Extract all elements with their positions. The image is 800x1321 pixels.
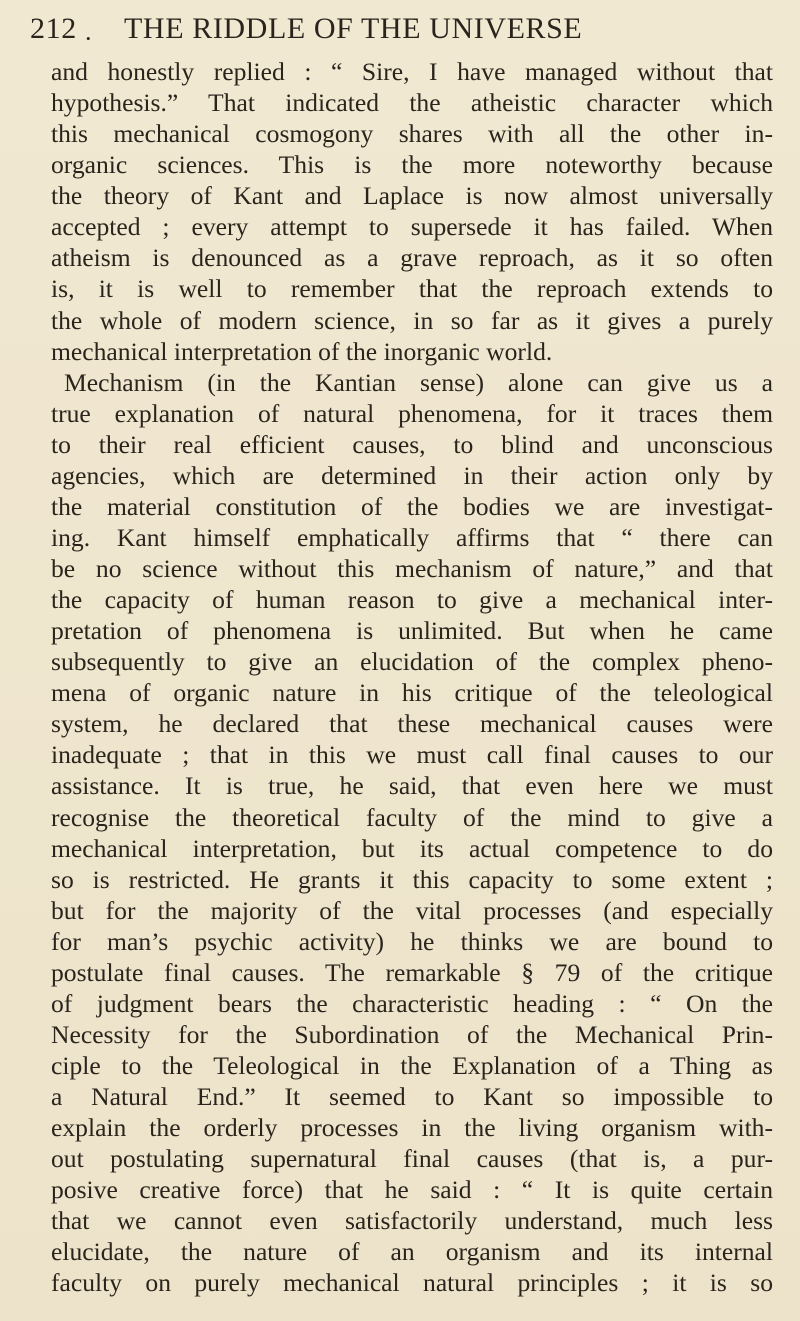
text-line: accepted ; every attempt to supersede it has failed. When <box>51 212 773 242</box>
text-line: atheism is denounced as a grave reproach, as it so often <box>51 243 773 273</box>
text-line: so is restricted. He grants it this capacity to some extent ; <box>51 864 773 894</box>
text-line: for man’s psychic activity) he thinks we are bound to <box>51 926 773 956</box>
page-number: 212 <box>30 12 77 45</box>
text-line: hypothesis.” That indicated the atheistic character which <box>51 88 773 118</box>
text-line: elucidate, the nature of an organism and its internal <box>51 1237 773 1267</box>
printer-mark: • <box>86 31 92 46</box>
text-line: mechanical interpretation of the inorganic world. <box>51 336 553 366</box>
text-line: out postulating supernatural final causes (that is, a pur- <box>51 1144 773 1174</box>
text-line: agencies, which are determined in their action only by <box>51 460 773 490</box>
text-line: pretation of phenomena is unlimited. But when he came <box>51 616 773 646</box>
running-head: THE RIDDLE OF THE UNIVERSE <box>124 12 583 45</box>
text-line: ing. Kant himself emphatically affirms that “ there can <box>51 522 773 552</box>
text-line: be no science without this mechanism of nature,” and that <box>51 554 773 583</box>
text-line: to their real efficient causes, to blind and unconscious <box>51 429 773 459</box>
text-line: inadequate ; that in this we must call final causes to our <box>51 740 773 770</box>
text-line: mechanical interpretation, but its actual competence to do <box>51 833 773 863</box>
text-line: but for the majority of the vital processes (and especially <box>51 895 773 925</box>
text-line: of judgment bears the characteristic heading : “ On the <box>51 988 773 1018</box>
text-line: is, it is well to remember that the reproach extends to <box>51 274 773 304</box>
text-line: assistance. It is true, he said, that even here we must <box>51 771 773 801</box>
text-line: faculty on purely mechanical natural principles ; it is so <box>51 1268 773 1298</box>
text-line: the theory of Kant and Laplace is now almost universally <box>51 181 773 211</box>
text-line: mena of organic nature in his critique of the teleological <box>51 678 773 708</box>
text-line: true explanation of natural phenomena, for it traces them <box>51 398 773 428</box>
text-line: posive creative force) that he said : “ It is quite certain <box>51 1175 773 1205</box>
text-line: explain the orderly processes in the living organism with- <box>51 1113 773 1143</box>
text-line: subsequently to give an elucidation of the complex pheno- <box>51 647 773 677</box>
text-line: Necessity for the Subordination of the Mechanical Prin- <box>51 1019 773 1049</box>
text-line: a Natural End.” It seemed to Kant so impossible to <box>51 1082 773 1112</box>
page-header <box>30 10 770 48</box>
text-line: the capacity of human reason to give a mechanical inter- <box>51 585 773 615</box>
text-line: Mechanism (in the Kantian sense) alone can give us a <box>64 367 773 397</box>
text-line: the material constitution of the bodies we are investigat- <box>51 491 773 521</box>
text-line: organic sciences. This is the more noteworthy because <box>51 150 773 180</box>
text-line: postulate final causes. The remarkable § 79 of the critique <box>51 957 773 987</box>
text-line: the whole of modern science, in so far as it gives a purely <box>51 305 773 335</box>
text-line: recognise the theoretical faculty of the mind to give a <box>51 802 773 832</box>
text-line: this mechanical cosmogony shares with all the other in- <box>51 119 773 149</box>
text-line: ciple to the Teleological in the Explanation of a Thing as <box>51 1051 773 1080</box>
text-line: and honestly replied : “ Sire, I have managed without that <box>51 57 773 86</box>
text-line: system, he declared that these mechanical causes were <box>51 709 773 739</box>
text-line: that we cannot even satisfactorily understand, much less <box>51 1206 773 1236</box>
body-text <box>51 56 773 1299</box>
